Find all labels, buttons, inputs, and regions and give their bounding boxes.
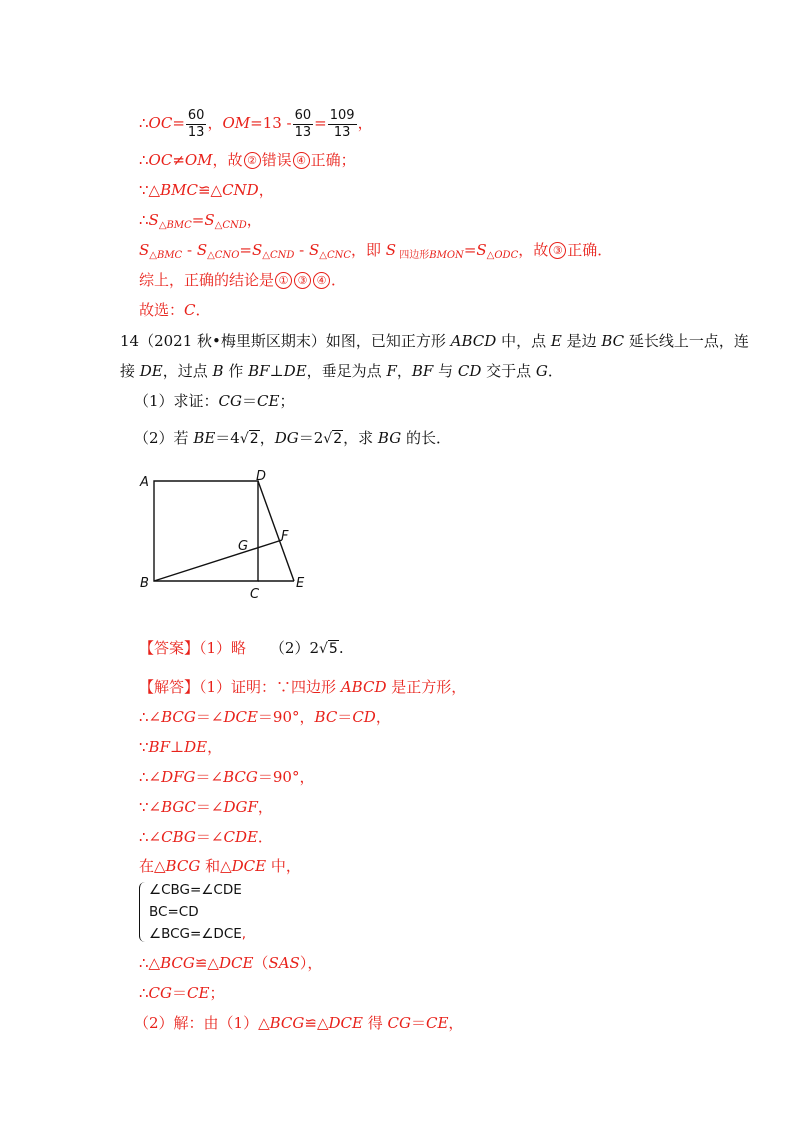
sqrt-symbol: √2 bbox=[239, 431, 259, 447]
math: DCE bbox=[223, 708, 258, 726]
fraction-om-1 bbox=[293, 108, 314, 141]
text: ∴△ bbox=[139, 954, 161, 972]
math: CE bbox=[187, 984, 210, 1002]
text: . bbox=[338, 639, 344, 657]
math: BC bbox=[601, 332, 625, 350]
fraction-numerator: 60 bbox=[294, 107, 312, 123]
text: ． bbox=[195, 301, 211, 319]
radicand: 5 bbox=[328, 641, 338, 657]
answer-tag: 【答案】 bbox=[139, 639, 200, 657]
text: ＝∠ bbox=[195, 828, 224, 846]
text: 交于点 bbox=[481, 362, 536, 380]
math: CD bbox=[352, 708, 376, 726]
math: BCG bbox=[160, 954, 195, 972]
area-symbol: S bbox=[308, 241, 320, 259]
line-choice bbox=[139, 300, 211, 320]
text: ＝2 bbox=[298, 429, 324, 447]
text: BC=CD bbox=[149, 904, 199, 920]
math: SAS bbox=[268, 954, 300, 972]
fraction-denominator: 13 bbox=[187, 124, 205, 140]
fraction-om-2 bbox=[328, 108, 357, 141]
text: ∴∠ bbox=[139, 828, 162, 846]
subscript: BMON bbox=[429, 250, 464, 261]
fraction-oc bbox=[186, 108, 207, 141]
label-c: C bbox=[250, 587, 260, 602]
text: ，故 bbox=[518, 241, 549, 259]
math: DGF bbox=[223, 798, 258, 816]
label-d: D bbox=[256, 469, 267, 484]
text: ，故 bbox=[212, 151, 243, 169]
text: ，过点 bbox=[162, 362, 213, 380]
comma: ， bbox=[246, 211, 262, 229]
text: 得 bbox=[362, 1014, 388, 1032]
math: CG bbox=[387, 1014, 411, 1032]
therefore-symbol: ∴ bbox=[139, 151, 149, 169]
text: ，求 bbox=[343, 429, 378, 447]
line-oc-neq-om bbox=[139, 150, 356, 170]
text: 综上，正确的结论是 bbox=[139, 271, 275, 289]
because-triangle: ∵△ bbox=[139, 181, 161, 199]
math: DE bbox=[184, 738, 208, 756]
text: ＝4 bbox=[215, 429, 240, 447]
math: DCE bbox=[231, 857, 267, 875]
text: ＝ bbox=[410, 1014, 426, 1032]
text: 正确． bbox=[567, 241, 613, 259]
math: G bbox=[535, 362, 548, 380]
label-b: B bbox=[140, 576, 149, 591]
question-14-line-1 bbox=[120, 331, 749, 351]
area-symbol: S bbox=[148, 211, 159, 229]
minus: - bbox=[182, 241, 197, 259]
math: DCE bbox=[218, 954, 254, 972]
text: ∴ bbox=[139, 984, 149, 1002]
math: CG bbox=[148, 984, 173, 1002]
system-eq-1 bbox=[149, 880, 242, 900]
label-f: F bbox=[281, 529, 289, 544]
subscript: △CNO bbox=[207, 250, 240, 261]
solution-line-10 bbox=[134, 1013, 463, 1033]
text: ； bbox=[279, 392, 295, 410]
math: CG bbox=[218, 392, 243, 410]
text: ∠BCG=∠DCE bbox=[149, 926, 242, 942]
triangle-name: CND bbox=[222, 181, 259, 199]
text: ， bbox=[375, 708, 391, 726]
text: ＝90°， bbox=[257, 708, 315, 726]
text: ∴∠ bbox=[139, 708, 162, 726]
solution-line-7 bbox=[139, 856, 301, 876]
line-area-difference bbox=[139, 240, 612, 266]
math: DCE bbox=[328, 1014, 363, 1032]
subscript: 四边形 bbox=[396, 250, 430, 261]
math: ABCD bbox=[340, 678, 387, 696]
text: ∠CBG=∠CDE bbox=[149, 882, 242, 898]
math: CD bbox=[457, 362, 482, 380]
text: 在△ bbox=[139, 857, 166, 875]
text: , bbox=[241, 926, 247, 942]
subscript: △BMC bbox=[158, 220, 192, 231]
question-14-line-2 bbox=[120, 361, 563, 381]
math: BCG bbox=[223, 768, 258, 786]
label-e: E bbox=[296, 576, 305, 591]
circled-number: ④ bbox=[313, 272, 330, 289]
area-symbol: S bbox=[251, 241, 263, 259]
math: B bbox=[212, 362, 224, 380]
text: 和△ bbox=[200, 857, 232, 875]
text: ＝∠ bbox=[195, 708, 224, 726]
equation-system-brace bbox=[139, 882, 148, 942]
circled-number: ③ bbox=[294, 272, 311, 289]
text: ＝ bbox=[172, 984, 188, 1002]
circled-number: ④ bbox=[293, 152, 310, 169]
circled-number: ③ bbox=[549, 242, 566, 259]
math: BF bbox=[148, 738, 170, 756]
text: （1）证明：∵四边形 bbox=[199, 678, 341, 696]
minus: - bbox=[294, 241, 309, 259]
congruent-symbol: ≌△ bbox=[197, 181, 223, 199]
math: DE bbox=[283, 362, 307, 380]
text: ＝ bbox=[337, 708, 353, 726]
text: ⊥ bbox=[169, 738, 185, 756]
math: BGC bbox=[161, 798, 196, 816]
area-symbol: S bbox=[385, 241, 397, 259]
fraction-denominator: 13 bbox=[294, 124, 312, 140]
text: ＝∠ bbox=[195, 798, 224, 816]
subscript: △CNC bbox=[319, 250, 352, 261]
solution-tag: 【解答】 bbox=[139, 678, 200, 696]
system-eq-3 bbox=[149, 924, 246, 944]
subscript: △CND bbox=[214, 220, 247, 231]
radicand: 2 bbox=[333, 431, 343, 447]
text: ＝∠ bbox=[195, 768, 224, 786]
text: ）， bbox=[299, 954, 323, 972]
comma: ， bbox=[357, 114, 373, 132]
therefore-symbol: ∴ bbox=[139, 114, 149, 132]
math: ABCD bbox=[450, 332, 497, 350]
fraction-numerator: 109 bbox=[329, 107, 355, 123]
text: 错误 bbox=[261, 151, 292, 169]
solution-line-4 bbox=[139, 767, 314, 787]
math: F bbox=[386, 362, 397, 380]
text: 的长． bbox=[401, 429, 451, 447]
text: ，垂足为点 bbox=[306, 362, 387, 380]
area-symbol: S bbox=[476, 241, 487, 259]
equals-13: =13 - bbox=[250, 114, 292, 132]
math: E bbox=[550, 332, 562, 350]
text: （1）求证： bbox=[134, 392, 219, 410]
equals-sign: = bbox=[172, 114, 185, 132]
math: BE bbox=[193, 429, 216, 447]
equals-sign: = bbox=[191, 211, 205, 229]
solution-line-2 bbox=[139, 707, 391, 727]
sqrt-symbol: √5 bbox=[319, 641, 338, 657]
question-14-part-1 bbox=[134, 391, 294, 411]
label-a: A bbox=[140, 475, 149, 490]
math: BF bbox=[411, 362, 434, 380]
area-symbol: S bbox=[139, 241, 150, 259]
text: （ bbox=[253, 954, 269, 972]
math: BF bbox=[248, 362, 270, 380]
math: DFG bbox=[161, 768, 196, 786]
text: ， bbox=[396, 362, 412, 380]
text: （2）解：由（1）△ bbox=[134, 1014, 270, 1032]
circled-number: ② bbox=[244, 152, 261, 169]
circled-number: ① bbox=[275, 272, 292, 289]
text: ∵ bbox=[139, 738, 149, 756]
text: ， bbox=[259, 429, 275, 447]
text: （1）略 bbox=[199, 639, 247, 657]
comma: ， bbox=[207, 114, 223, 132]
text: 延长线上一点，连 bbox=[624, 332, 749, 350]
line-oc-om bbox=[139, 103, 373, 143]
text: 作 bbox=[223, 362, 249, 380]
subscript: △CND bbox=[262, 250, 295, 261]
square-abcd bbox=[154, 481, 258, 581]
solution-line-3 bbox=[139, 737, 222, 757]
text: 中， bbox=[266, 857, 301, 875]
math: CBG bbox=[161, 828, 196, 846]
text: ，即 bbox=[351, 241, 386, 259]
text: 与 bbox=[433, 362, 458, 380]
label-g: G bbox=[238, 539, 249, 554]
system-eq-2 bbox=[149, 902, 199, 922]
text: ≌△ bbox=[304, 1014, 329, 1032]
text: 14（2021 秋•梅里斯区期末）如图，已知正方形 bbox=[120, 332, 451, 350]
subscript: △BMC bbox=[149, 250, 183, 261]
question-14-part-2 bbox=[134, 428, 451, 449]
fraction-numerator: 60 bbox=[187, 107, 205, 123]
solution-line-1 bbox=[139, 677, 466, 697]
line-congruent-bmc-cnd bbox=[139, 180, 274, 200]
comma: ， bbox=[258, 181, 274, 199]
area-symbol: S bbox=[196, 241, 208, 259]
math: DE bbox=[139, 362, 163, 380]
answer-line bbox=[139, 638, 344, 659]
equals-sign: = bbox=[239, 241, 252, 259]
area-symbol: S bbox=[204, 211, 215, 229]
text: 故选： bbox=[139, 301, 185, 319]
text: （2）若 bbox=[134, 429, 194, 447]
math: CE bbox=[257, 392, 280, 410]
text: 正确； bbox=[310, 151, 356, 169]
text: ∵∠ bbox=[139, 798, 162, 816]
math: CE bbox=[425, 1014, 449, 1032]
oc-label: OC bbox=[148, 114, 173, 132]
math: BCG bbox=[165, 857, 201, 875]
text: （2）2 bbox=[269, 639, 319, 657]
solution-line-9 bbox=[139, 983, 224, 1003]
segment-de bbox=[258, 481, 294, 581]
choice-letter: C bbox=[184, 301, 196, 319]
text: 是边 bbox=[561, 332, 602, 350]
triangle-name: BMC bbox=[160, 181, 198, 199]
radicand: 2 bbox=[249, 431, 259, 447]
equals-sign: = bbox=[463, 241, 477, 259]
math: BG bbox=[377, 429, 402, 447]
therefore-symbol: ∴ bbox=[139, 211, 149, 229]
text: ． bbox=[547, 362, 563, 380]
om-label: OM bbox=[222, 114, 251, 132]
text: ∴∠ bbox=[139, 768, 162, 786]
text: 中，点 bbox=[496, 332, 551, 350]
inequality: OC≠OM bbox=[148, 151, 213, 169]
subscript: △ODC bbox=[486, 250, 519, 261]
text: ． bbox=[331, 271, 347, 289]
segment-bf bbox=[154, 540, 282, 581]
math: BCG bbox=[161, 708, 196, 726]
fraction-denominator: 13 bbox=[333, 124, 351, 140]
text: ， bbox=[448, 1014, 464, 1032]
sqrt-symbol: √2 bbox=[323, 431, 343, 447]
solution-line-6 bbox=[139, 827, 273, 847]
line-area-equal bbox=[139, 210, 262, 236]
text: ＝ bbox=[242, 392, 258, 410]
solution-line-5 bbox=[139, 797, 273, 817]
equals-sign: = bbox=[314, 114, 327, 132]
text: 是正方形， bbox=[386, 678, 467, 696]
text: ＝90°， bbox=[257, 768, 315, 786]
math: DG bbox=[274, 429, 299, 447]
text: ， bbox=[207, 738, 223, 756]
text: ； bbox=[209, 984, 225, 1002]
math: CDE bbox=[223, 828, 258, 846]
math: BCG bbox=[269, 1014, 305, 1032]
text: ≌△ bbox=[194, 954, 219, 972]
text: ， bbox=[257, 798, 273, 816]
math: BC bbox=[314, 708, 338, 726]
line-conclusion bbox=[139, 270, 346, 290]
text: 接 bbox=[120, 362, 140, 380]
solution-line-8 bbox=[139, 953, 322, 973]
text: ． bbox=[257, 828, 273, 846]
math: ⊥ bbox=[269, 362, 284, 380]
